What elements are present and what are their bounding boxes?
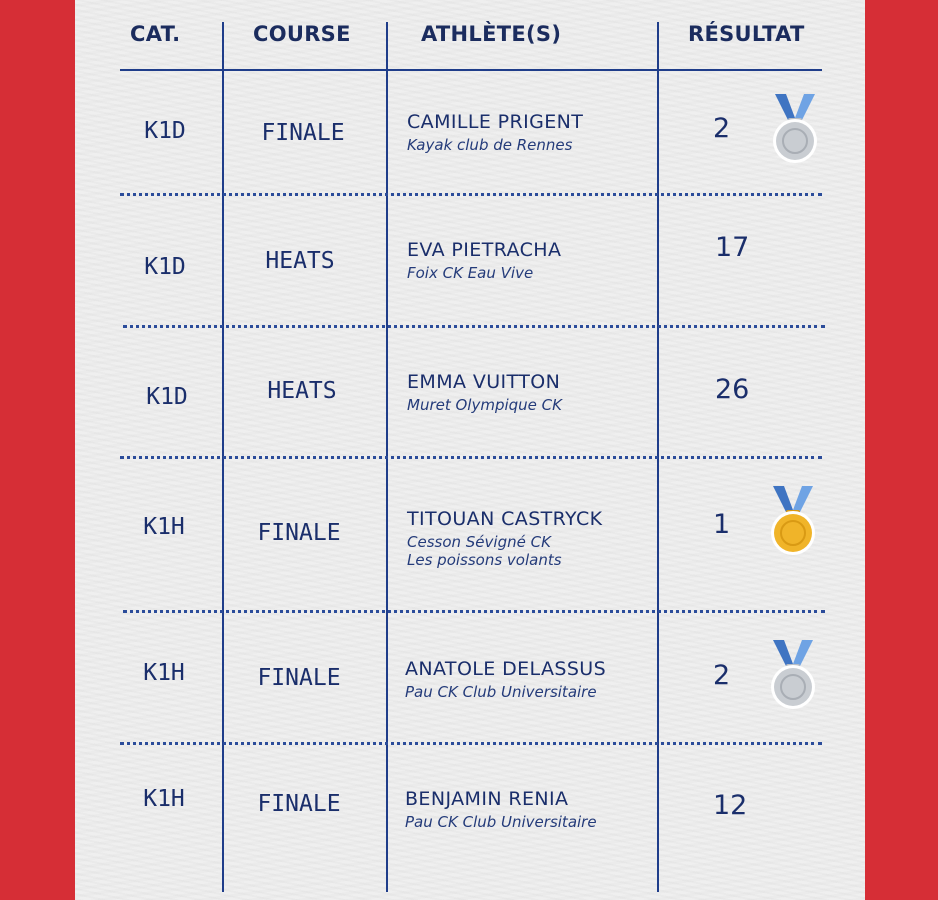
- athlete-name: CAMILLE PRIGENT: [407, 111, 584, 133]
- cat-cell: K1H: [143, 660, 185, 686]
- row-separator: [120, 456, 822, 459]
- silver-medal-icon: [769, 92, 821, 166]
- header-result: RÉSULTAT: [688, 22, 805, 46]
- row-separator: [123, 610, 825, 613]
- athlete-club: Muret Olympique CK: [407, 396, 562, 414]
- athlete-club: Pau CK Club Universitaire: [405, 683, 597, 701]
- course-cell: FINALE: [257, 791, 341, 817]
- cat-cell: K1D: [146, 384, 188, 410]
- cat-cell: K1D: [144, 254, 186, 280]
- athlete-name: EMMA VUITTON: [407, 371, 561, 393]
- athlete-name: ANATOLE DELASSUS: [405, 658, 607, 680]
- result-value: 12: [713, 790, 748, 821]
- course-cell: HEATS: [265, 248, 335, 274]
- result-value: 1: [713, 509, 731, 540]
- header-course: COURSE: [253, 22, 351, 46]
- row-separator: [123, 325, 825, 328]
- cat-cell: K1H: [143, 786, 185, 812]
- cat-cell: K1D: [144, 118, 186, 144]
- course-cell: FINALE: [257, 665, 341, 691]
- athlete-name: EVA PIETRACHA: [407, 239, 562, 261]
- athlete-name: BENJAMIN RENIA: [405, 788, 569, 810]
- course-cell: FINALE: [261, 120, 345, 146]
- result-value: 2: [713, 113, 731, 144]
- header-athletes: ATHLÈTE(S): [421, 22, 562, 46]
- result-value: 2: [713, 660, 731, 691]
- gold-medal-icon: [767, 484, 819, 558]
- athlete-club: Foix CK Eau Vive: [407, 264, 534, 282]
- row-separator: [120, 193, 822, 196]
- athlete-club: Pau CK Club Universitaire: [405, 813, 597, 831]
- silver-medal-icon: [767, 638, 819, 712]
- result-value: 26: [715, 374, 750, 405]
- results-sheet: [75, 0, 865, 900]
- cat-cell: K1H: [143, 514, 185, 540]
- result-value: 17: [715, 232, 750, 263]
- athlete-club: Cesson Sévigné CK: [407, 533, 551, 551]
- header-cat: CAT.: [130, 22, 181, 46]
- athlete-name: TITOUAN CASTRYCK: [407, 508, 603, 530]
- athlete-club: Les poissons volants: [407, 551, 562, 569]
- header-rule: [120, 69, 822, 71]
- athlete-club: Kayak club de Rennes: [407, 136, 573, 154]
- course-cell: HEATS: [267, 378, 337, 404]
- course-cell: FINALE: [257, 520, 341, 546]
- row-separator: [120, 742, 822, 745]
